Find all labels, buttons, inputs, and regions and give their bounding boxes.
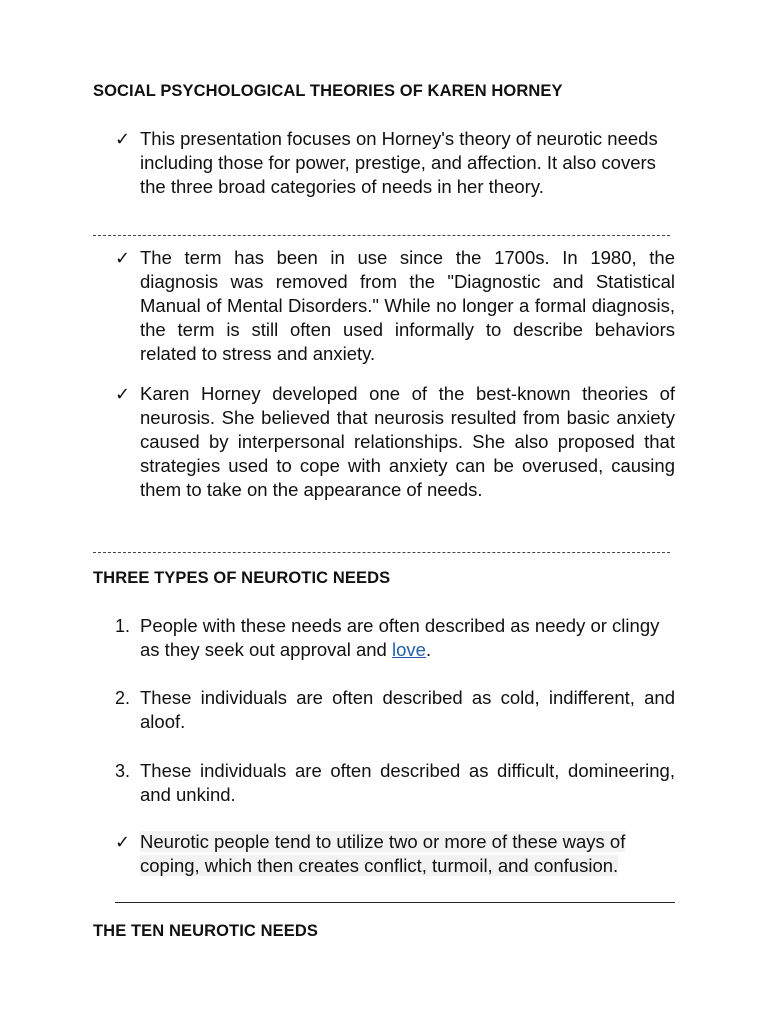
list-item-intro-1	[115, 127, 675, 199]
section-heading: THREE TYPES OF NEUROTIC NEEDS	[93, 569, 391, 587]
numbered-item-2	[115, 686, 675, 734]
list-item-text: These individuals are often described as cold, indifferent, and aloof.	[140, 687, 675, 732]
highlighted-text: Neurotic people tend to utilize two or more of these ways of coping, which then creates conflict, turmoil, and confusion.	[140, 831, 626, 876]
list-item-text-part: .	[425, 639, 432, 660]
list-item-text-part: People with these needs are often described as needy or clingy as they seek out approval and	[140, 615, 660, 660]
checkmark-icon: ✓	[115, 832, 131, 852]
page-title: SOCIAL PSYCHOLOGICAL THEORIES OF KAREN HORNEY	[93, 82, 563, 100]
solid-divider	[115, 902, 675, 903]
list-item-text: These individuals are often described as difficult, domineering, and unkind.	[140, 760, 675, 805]
item-number: 3.	[115, 761, 131, 781]
list-item-intro-2	[115, 246, 675, 366]
list-item-text: Karen Horney developed one of the best-known theories of neurosis. She believed that neurosis resulted from basic anxiety caused by interpersonal relationships. She also proposed that strategies used to cope with anxiety can be overused, causing them to take on the appearance of needs.	[140, 383, 675, 500]
dashed-divider	[93, 235, 670, 236]
item-number: 1.	[115, 616, 131, 636]
numbered-item-3	[115, 759, 675, 807]
list-item-intro-3	[115, 382, 675, 502]
list-item-text	[140, 614, 675, 662]
love-link[interactable]: love	[391, 639, 426, 660]
checkmark-icon: ✓	[115, 129, 131, 149]
list-item-text: The term has been in use since the 1700s. In 1980, the diagnosis was removed from the "Diagnostic and Statistical Manual of Mental Disorders." While no longer a formal diagnosis, the term is still often used informally to describe behaviors related to stress and anxiety.	[140, 247, 675, 364]
checkmark-icon: ✓	[115, 248, 131, 268]
checkmark-icon: ✓	[115, 384, 131, 404]
section-heading: THE TEN NEUROTIC NEEDS	[93, 922, 318, 940]
list-item-text	[140, 830, 675, 878]
dashed-divider	[93, 552, 670, 553]
numbered-item-1	[115, 614, 675, 662]
list-item-text: This presentation focuses on Horney's theory of neurotic needs including those for power, prestige, and affection. It also covers the three broad categories of needs in her theory.	[140, 128, 658, 197]
item-number: 2.	[115, 688, 131, 708]
list-item-closing	[115, 830, 675, 878]
